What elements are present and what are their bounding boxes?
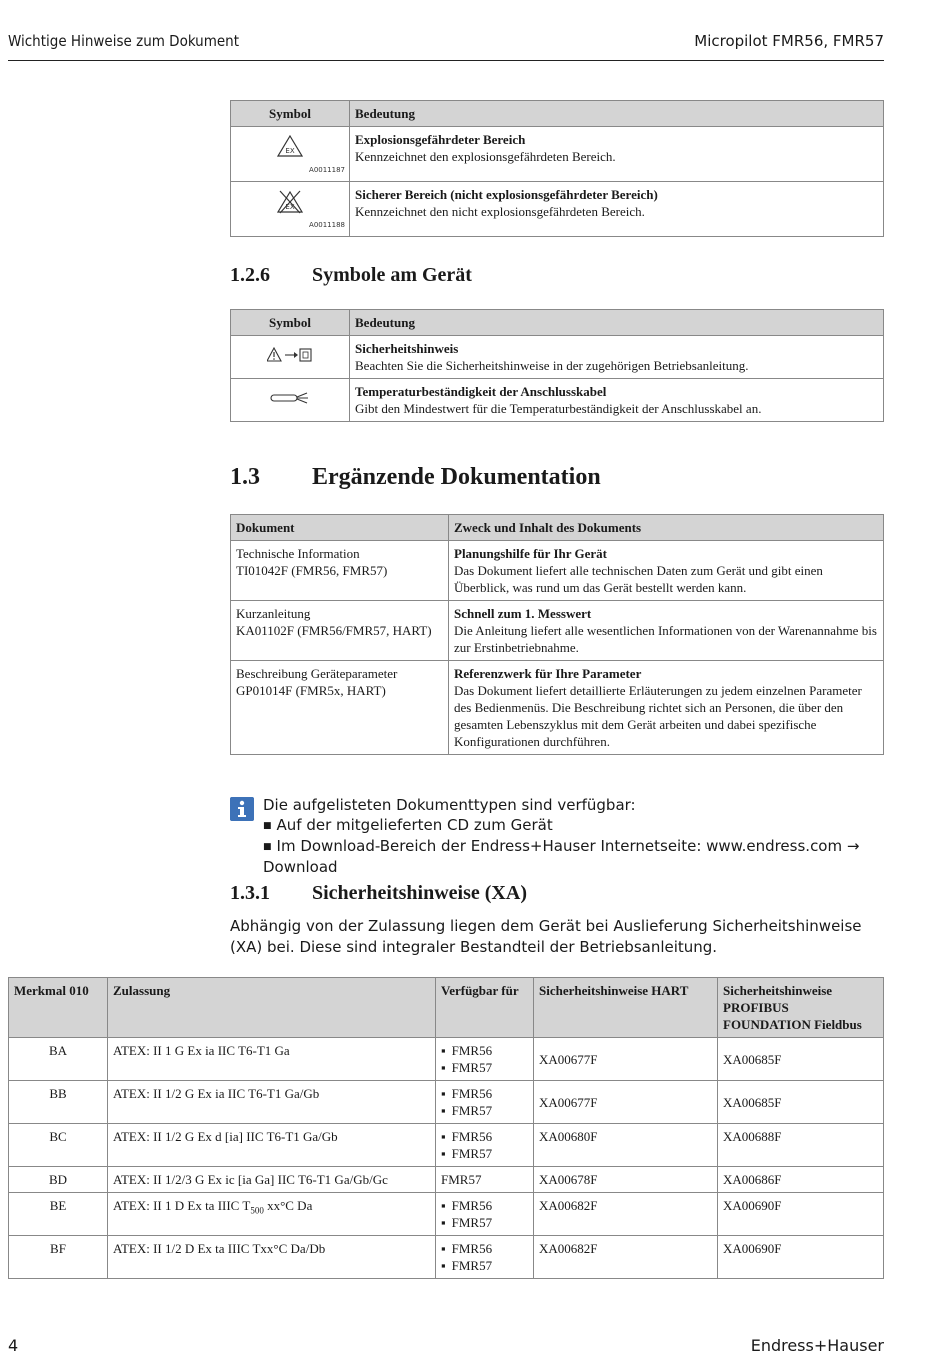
meaning-cell	[350, 336, 884, 379]
list-item: ▪ FMR56	[441, 1240, 528, 1257]
list-item: ▪ FMR57	[441, 1214, 528, 1231]
info-intro: Die aufgelisteten Dokumenttypen sind verfügbar:	[263, 796, 636, 814]
profibus-cell: XA00685F	[718, 1081, 884, 1124]
symbol-cell	[231, 336, 350, 379]
purpose-title: Referenzwerk für Ihre Parameter	[454, 666, 642, 681]
table-row	[231, 661, 884, 755]
section-heading-1-3	[230, 464, 601, 491]
device-symbol-table	[230, 309, 884, 422]
info-note	[230, 795, 890, 877]
section-title: Sicherheitshinweise (XA)	[312, 882, 527, 904]
table-row	[9, 1081, 884, 1124]
available-cell	[436, 1193, 534, 1236]
table-header-row	[9, 978, 884, 1038]
table-header-row	[231, 515, 884, 541]
explosion-area-icon	[277, 135, 303, 157]
profibus-cell: XA00686F	[718, 1167, 884, 1193]
purpose-cell	[449, 661, 884, 755]
feature-code: BC	[9, 1124, 108, 1167]
list-item: ▪ FMR57	[441, 1257, 528, 1274]
document-cell	[231, 601, 449, 661]
column-header-available: Verfügbar für	[436, 978, 534, 1038]
page-number: 4	[8, 1336, 19, 1355]
table-row	[231, 336, 884, 379]
document-cell	[231, 541, 449, 601]
document-cell	[231, 661, 449, 755]
column-header-symbol: Symbol	[231, 101, 350, 127]
list-item: ▪ FMR57	[441, 1145, 528, 1162]
svg-text:EX: EX	[285, 203, 295, 211]
approval-cell: ATEX: II 1/2 D Ex ta IIIC Txx°C Da/Db	[108, 1236, 436, 1279]
purpose-cell	[449, 541, 884, 601]
section-paragraph: Abhängig von der Zulassung liegen dem Gerät bei Auslieferung Sicherheitshinweise (XA) bei. Diese sind integraler Bestandteil der Betriebsanleitung.	[230, 917, 862, 956]
section-title: Symbole am Gerät	[312, 264, 472, 286]
purpose-text: Das Dokument liefert detaillierte Erläuterungen zu jedem einzelnen Parameter des Bedienmenüs. Die Beschreibung richtet sich an Personen, die über den gesamten Lebenszyklus mit dem Gerät arbeiten und dabei spezifische Konfigurationen durchführen.	[454, 683, 862, 749]
approval-cell: ATEX: II 1/2 G Ex d [ia] IIC T6-T1 Ga/Gb	[108, 1124, 436, 1167]
purpose-title: Planungshilfe für Ihr Gerät	[454, 546, 608, 561]
header-section-title: Wichtige Hinweise zum Dokument	[8, 32, 240, 50]
symbol-code: A0011188	[309, 221, 345, 229]
symbol-cell	[231, 379, 350, 422]
profibus-cell: XA00688F	[718, 1124, 884, 1167]
purpose-title: Schnell zum 1. Messwert	[454, 606, 592, 621]
approval-subscript: 500	[250, 1205, 264, 1216]
approval-cell	[108, 1193, 436, 1236]
table-row	[9, 1167, 884, 1193]
svg-text:EX: EX	[285, 147, 295, 155]
section-heading-1-2-6	[230, 264, 472, 287]
column-header-hart: Sicherheitshinweise HART	[534, 978, 718, 1038]
hart-cell: XA00682F	[534, 1193, 718, 1236]
hart-cell: XA00682F	[534, 1236, 718, 1279]
column-header-symbol: Symbol	[231, 310, 350, 336]
approval-cell: ATEX: II 1/2/3 G Ex ic [ia Ga] IIC T6-T1 Ga/Gb/Gc	[108, 1167, 436, 1193]
meaning-text: Kennzeichnet den nicht explosionsgefährdeten Bereich.	[355, 204, 645, 219]
table-row	[231, 182, 884, 237]
table-header-row	[231, 101, 884, 127]
hart-cell: XA00677F	[534, 1081, 718, 1124]
document-type: Kurzanleitung	[236, 606, 311, 621]
list-item: ▪ FMR57	[441, 1059, 528, 1076]
table-header-row	[231, 310, 884, 336]
meaning-text: Gibt den Mindestwert für die Temperaturbeständigkeit der Anschlusskabel an.	[355, 401, 762, 416]
section-title: Ergänzende Dokumentation	[312, 464, 601, 490]
feature-code: BE	[9, 1193, 108, 1236]
documentation-table	[230, 514, 884, 755]
table-row	[9, 1193, 884, 1236]
meaning-title: Sicherer Bereich (nicht explosionsgefährdeter Bereich)	[355, 187, 658, 202]
meaning-text: Kennzeichnet den explosionsgefährdeten Bereich.	[355, 149, 616, 164]
footer-brand: Endress+Hauser	[750, 1336, 884, 1355]
column-header-profibus: Sicherheitshinweise PROFIBUS FOUNDATION Fieldbus	[718, 978, 884, 1038]
table-row	[231, 601, 884, 661]
document-number: KA01102F (FMR56/FMR57, HART)	[236, 623, 432, 638]
approval-cell: ATEX: II 1/2 G Ex ia IIC T6-T1 Ga/Gb	[108, 1081, 436, 1124]
feature-code: BD	[9, 1167, 108, 1193]
table-row	[231, 541, 884, 601]
column-header-meaning: Bedeutung	[350, 101, 884, 127]
table-row	[231, 379, 884, 422]
document-type: Beschreibung Geräteparameter	[236, 666, 398, 681]
profibus-cell: XA00690F	[718, 1236, 884, 1279]
section-number: 1.3.1	[230, 882, 270, 904]
section-number: 1.3	[230, 464, 260, 490]
available-cell	[436, 1236, 534, 1279]
list-item: ▪ FMR56	[441, 1128, 528, 1145]
approval-cell: ATEX: II 1 G Ex ia IIC T6-T1 Ga	[108, 1038, 436, 1081]
purpose-text: Die Anleitung liefert alle wesentlichen Informationen von der Warenannahme bis zur Erstinbetriebnahme.	[454, 623, 877, 655]
warning-manual-icon	[267, 347, 313, 363]
symbol-code: A0011187	[309, 166, 345, 174]
meaning-title: Temperaturbeständigkeit der Anschlusskabel	[355, 384, 607, 399]
purpose-text: Das Dokument liefert alle technischen Daten zum Gerät und gibt einen Überblick, was rund um das Gerät bestellt werden kann.	[454, 563, 823, 595]
column-header-approval: Zulassung	[108, 978, 436, 1038]
hart-cell: XA00678F	[534, 1167, 718, 1193]
table-row	[9, 1038, 884, 1081]
hart-cell: XA00680F	[534, 1124, 718, 1167]
meaning-cell	[350, 127, 884, 182]
ex-symbol-table	[230, 100, 884, 237]
list-item: ■ Im Download-Bereich der Endress+Hauser Internetseite: www.endress.com → Download	[263, 836, 890, 877]
table-row	[231, 127, 884, 182]
meaning-cell	[350, 182, 884, 237]
section-number: 1.2.6	[230, 264, 270, 286]
feature-code: BF	[9, 1236, 108, 1279]
column-header-feature: Merkmal 010	[9, 978, 108, 1038]
available-cell	[436, 1124, 534, 1167]
list-item: ■ Auf der mitgelieferten CD zum Gerät	[263, 815, 890, 836]
table-row	[9, 1236, 884, 1279]
meaning-text: Beachten Sie die Sicherheitshinweise in der zugehörigen Betriebsanleitung.	[355, 358, 749, 373]
document-number: TI01042F (FMR56, FMR57)	[236, 563, 388, 578]
column-header-document: Dokument	[231, 515, 449, 541]
column-header-purpose: Zweck und Inhalt des Dokuments	[449, 515, 884, 541]
feature-code: BA	[9, 1038, 108, 1081]
feature-code: BB	[9, 1081, 108, 1124]
page-header	[8, 32, 884, 61]
column-header-meaning: Bedeutung	[350, 310, 884, 336]
symbol-cell	[231, 182, 350, 237]
meaning-title: Explosionsgefährdeter Bereich	[355, 132, 526, 147]
hart-cell: XA00677F	[534, 1038, 718, 1081]
table-row	[9, 1124, 884, 1167]
header-product-name: Micropilot FMR56, FMR57	[694, 32, 884, 50]
section-heading-1-3-1	[230, 882, 527, 905]
info-icon	[230, 797, 254, 821]
approval-text: xx°C Da	[263, 1198, 313, 1213]
profibus-cell: XA00690F	[718, 1193, 884, 1236]
approval-text: ATEX: II 1 D Ex ta IIIC T	[113, 1198, 251, 1213]
profibus-cell: XA00685F	[718, 1038, 884, 1081]
safe-area-icon	[277, 190, 303, 214]
list-item: ▪ FMR56	[441, 1197, 528, 1214]
document-number: GP01014F (FMR5x, HART)	[236, 683, 386, 698]
list-item: ▪ FMR56	[441, 1042, 528, 1059]
list-item: ▪ FMR56	[441, 1085, 528, 1102]
available-cell	[436, 1038, 534, 1081]
cable-temperature-icon	[270, 391, 310, 405]
document-type: Technische Information	[236, 546, 360, 561]
safety-instructions-table	[8, 977, 884, 1279]
symbol-cell	[231, 127, 350, 182]
list-item: ▪ FMR57	[441, 1102, 528, 1119]
meaning-cell	[350, 379, 884, 422]
available-cell: FMR57	[436, 1167, 534, 1193]
purpose-cell	[449, 601, 884, 661]
meaning-title: Sicherheitshinweis	[355, 341, 459, 356]
available-cell	[436, 1081, 534, 1124]
